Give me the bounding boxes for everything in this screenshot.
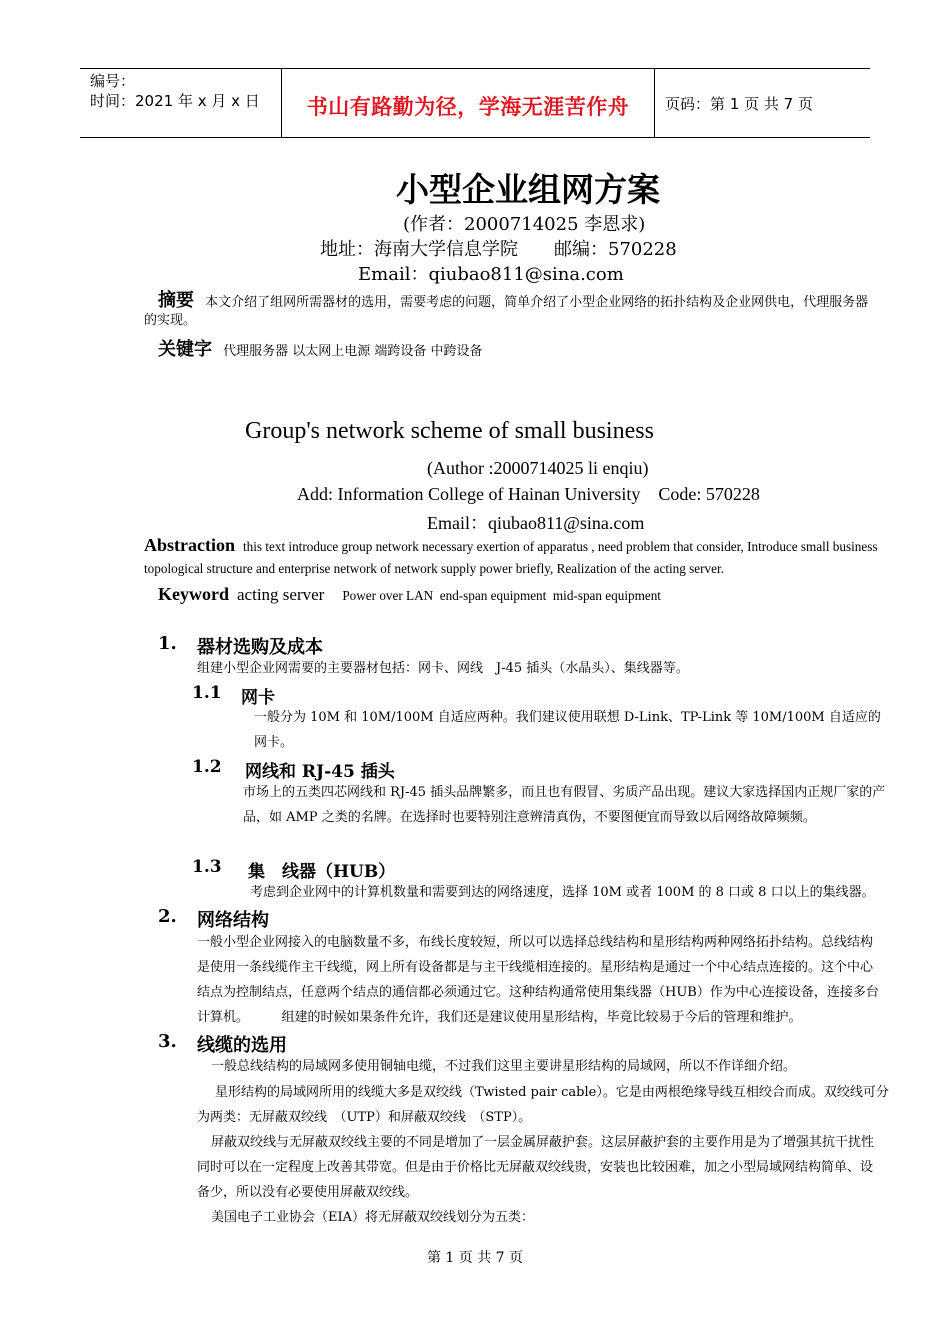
header-left-cell [90, 71, 260, 111]
section-1-2-line2: 品，如 AMP 之类的名牌。在选择时也要特别注意辨清真伪，不要图便宜而导致以后网络故障频频。 [243, 810, 816, 825]
abstract-cn-label: 摘要 [158, 290, 194, 311]
document-title-cn: 小型企业组网方案 [396, 170, 660, 209]
page-footer: 第 1 页 共 7 页 [426, 1250, 524, 1266]
abstract-en-line1: this text introduce group network necessary exertion of apparatus , need problem that consider, Introduce small business [243, 539, 878, 554]
section-1-1-number: 1.1 [192, 683, 222, 703]
document-header [80, 68, 870, 138]
abstract-cn-line1: 本文介绍了组网所需器材的选用，需要考虑的问题，简单介绍了小型企业网络的拓扑结构及企业网供电，代理服务器 [205, 295, 869, 310]
author-en: (Author :2000714025 li enqiu) [427, 458, 649, 478]
keywords-en-first: acting server [237, 585, 325, 604]
section-3-p2-line1: 星形结构的局域网所用的线缆大多是双绞线（Twisted pair cable）。它是由两根绝缘导线互相绞合而成。双绞线可分 [215, 1085, 889, 1100]
section-2-number: 2. [158, 906, 177, 927]
section-2-line1: 一般小型企业网接入的电脑数量不多，布线长度较短，所以可以选择总线结构和星形结构两种网络拓扑结构。总线结构 [197, 935, 874, 950]
section-1-3-title: 集 线器（HUB） [248, 862, 396, 882]
address-cn: 地址：海南大学信息学院 邮编：570228 [320, 239, 677, 260]
section-1-text: 组建小型企业网需要的主要器材包括：网卡、网线 J-45 插头（水晶头）、集线器等。 [197, 661, 689, 676]
header-number: 编号： [90, 72, 136, 90]
section-2-line4: 计算机。 组建的时候如果条件允许，我们还是建议使用星形结构，毕竟比较易于今后的管理和维护。 [197, 1010, 802, 1025]
keywords-en [158, 584, 661, 605]
keywords-en-rest: Power over LAN end-span equipment mid-span equipment [342, 588, 661, 603]
section-2-title: 网络结构 [197, 910, 269, 931]
section-3-title: 线缆的选用 [197, 1035, 287, 1056]
address-en: Add: Information College of Hainan University Code: 570228 [297, 484, 760, 504]
section-3-p3-line2: 同时可以在一定程度上改善其带宽。但是由于价格比无屏蔽双绞线贵，安装也比较困难，加之小型局域网结构简单、设 [197, 1160, 874, 1175]
keywords-cn [158, 335, 483, 364]
document-title-en: Group's network scheme of small business [245, 418, 654, 444]
email-cn: Email：qiubao811@sina.com [358, 264, 624, 285]
section-1-1-line2: 网卡。 [254, 735, 294, 750]
section-1-title: 器材选购及成本 [197, 637, 323, 658]
section-2-line2: 是使用一条线缆作主干线缆，网上所有设备都是与主干线缆相连接的。星形结构是通过一个中心结点连接的。这个中心 [197, 960, 874, 975]
section-1-2-number: 1.2 [192, 757, 222, 777]
section-1-number: 1. [158, 633, 177, 654]
section-3-p3-line3: 备少，所以没有必要使用屏蔽双绞线。 [197, 1185, 419, 1200]
section-1-3-number: 1.3 [192, 857, 222, 877]
section-1-3-text: 考虑到企业网中的计算机数量和需要到达的网络速度，选择 10M 或者 100M 的 8 口或 8 口以上的集线器。 [250, 885, 875, 900]
keywords-cn-text: 代理服务器 以太网上电源 端跨设备 中跨设备 [223, 344, 483, 359]
author-cn: (作者：2000714025 李恩求) [403, 214, 646, 235]
section-1-1-title: 网卡 [241, 688, 275, 708]
section-3-number: 3. [158, 1031, 177, 1052]
abstract-en [144, 535, 878, 556]
abstract-cn [158, 286, 868, 315]
keywords-en-label: Keyword [158, 584, 229, 604]
email-en: Email：qiubao811@sina.com [427, 513, 645, 533]
section-3-p2-line2: 为两类：无屏蔽双绞线 （UTP）和屏蔽双绞线 （STP）。 [197, 1110, 532, 1125]
header-date: 时间：2021 年 x 月 x 日 [90, 92, 260, 110]
section-2-line3: 结点为控制结点，任意两个结点的通信都必须通过它。这种结构通常使用集线器（HUB）作为中心连接设备，连接多台 [197, 985, 879, 1000]
section-1-2-title: 网线和 RJ-45 插头 [245, 762, 395, 782]
header-motto: 书山有路勤为径，学海无涯苦作舟 [306, 95, 630, 119]
abstract-en-label: Abstraction [144, 535, 235, 555]
abstract-en-line2: topological structure and enterprise network of network supply power briefly, Realization of the acting server. [144, 561, 724, 576]
header-divider-right [654, 69, 655, 137]
section-1-1-line1: 一般分为 10M 和 10M/100M 自适应两种。我们建议使用联想 D-Link、TP-Link 等 10M/100M 自适应的 [254, 710, 881, 725]
keywords-cn-label: 关键字 [158, 339, 212, 360]
section-3-p3-line1: 屏蔽双绞线与无屏蔽双绞线主要的不同是增加了一层金属屏蔽护套。这层屏蔽护套的主要作用是为了增强其抗干扰性 [211, 1135, 875, 1150]
section-3-p1: 一般总线结构的局域网多使用铜轴电缆，不过我们这里主要讲星形结构的局域网，所以不作详细介绍。 [211, 1059, 797, 1074]
section-1-2-line1: 市场上的五类四芯网线和 RJ-45 插头品牌繁多，而且也有假冒、劣质产品出现。建议大家选择国内正规厂家的产 [243, 785, 886, 800]
section-3-p4: 美国电子工业协会（EIA）将无屏蔽双绞线划分为五类： [211, 1210, 535, 1225]
abstract-cn-line2: 的实现。 [144, 313, 197, 328]
header-page-info: 页码：第 1 页 共 7 页 [665, 95, 813, 113]
